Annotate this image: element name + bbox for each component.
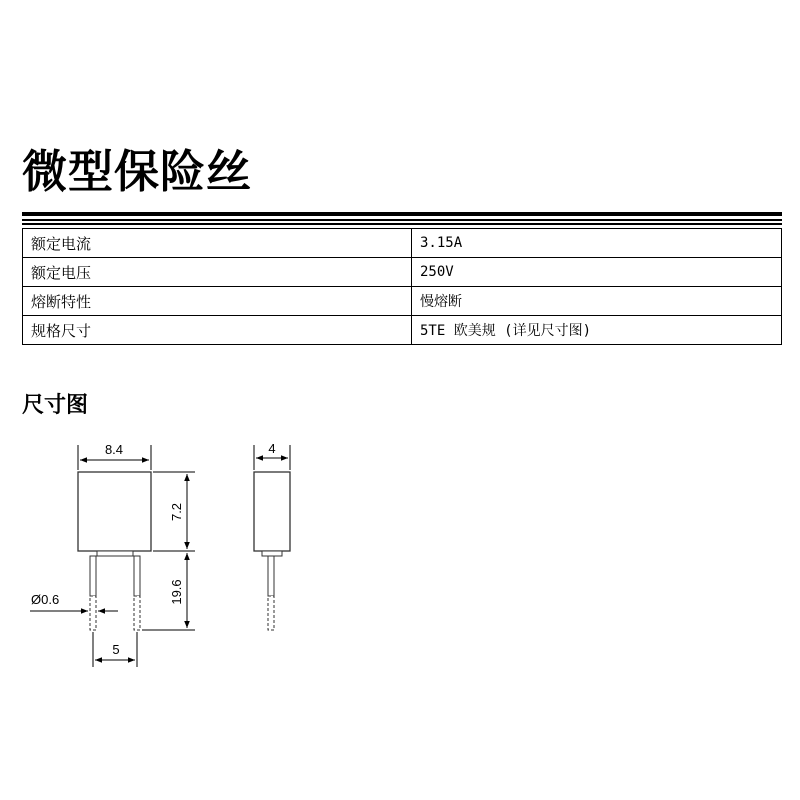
side-lead-upper	[268, 556, 274, 596]
spec-label: 额定电压	[23, 258, 412, 287]
title-rule-thin-1	[22, 219, 782, 221]
dimension-lead-length-label: 19.6	[169, 579, 184, 605]
lead-left-lower	[90, 596, 96, 630]
dimension-heading: 尺寸图	[22, 393, 89, 418]
spec-label: 熔断特性	[23, 287, 412, 316]
lead-left-upper	[90, 556, 96, 596]
spec-table	[22, 228, 782, 345]
lead-right-upper	[134, 556, 140, 596]
table-row	[23, 287, 782, 316]
lead-base	[97, 551, 133, 556]
fuse-body-side	[254, 472, 290, 551]
dimension-thickness	[254, 441, 290, 470]
side-lead-base	[262, 551, 282, 556]
lead-right-lower	[134, 596, 140, 630]
dimension-body-height-label: 7.2	[169, 502, 184, 522]
side-lead-lower	[268, 596, 274, 630]
title-rule-thick	[22, 212, 782, 216]
dimension-lead-spacing-label: 5	[112, 642, 120, 657]
fuse-front-view	[78, 472, 151, 630]
fuse-body-front	[78, 472, 151, 551]
page-title: 微型保险丝	[22, 145, 253, 198]
table-row	[23, 229, 782, 258]
spec-value: 250V	[412, 258, 782, 287]
dimension-width	[78, 442, 151, 470]
dimension-lead-diameter-label: Ø0.6	[31, 592, 60, 607]
dimension-drawing	[0, 430, 340, 680]
spec-label: 额定电流	[23, 229, 412, 258]
dimension-width-label: 8.4	[104, 442, 124, 457]
spec-value: 3.15A	[412, 229, 782, 258]
dimension-lead-length	[142, 553, 195, 630]
title-rule-thin-2	[22, 223, 782, 225]
fuse-side-view	[254, 472, 290, 630]
table-row	[23, 316, 782, 345]
table-row	[23, 258, 782, 287]
dimension-thickness-label: 4	[268, 441, 276, 456]
spec-value: 5TE 欧美规 (详见尺寸图)	[412, 316, 782, 345]
spec-value: 慢熔断	[412, 287, 782, 316]
spec-label: 规格尺寸	[23, 316, 412, 345]
dimension-body-height	[153, 472, 195, 551]
dimension-lead-diameter	[30, 592, 118, 611]
dimension-lead-spacing	[93, 632, 137, 667]
